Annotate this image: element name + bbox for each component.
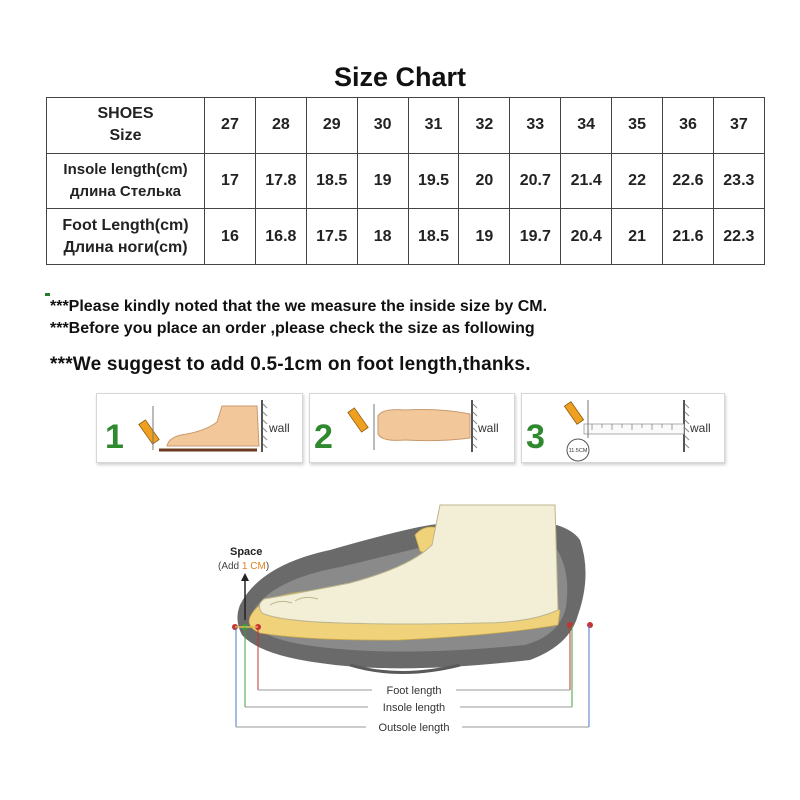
row-label-line-2: длина Стелька xyxy=(70,182,181,200)
note-marker-icon xyxy=(45,293,50,296)
size-cell: 35 xyxy=(612,98,663,154)
header-line-2: Size xyxy=(109,127,142,145)
note-measure-inside: ***Please kindly noted that the we measure the inside size by CM. xyxy=(50,298,548,315)
ruler-badge: 11.5CM xyxy=(568,448,588,454)
row-label-line-1: Insole length(cm) xyxy=(63,160,188,178)
insole-length-label: Insole length xyxy=(382,702,446,714)
step-number: 1 xyxy=(105,418,124,456)
value-cell: 17.8 xyxy=(255,153,306,209)
step-number: 2 xyxy=(314,418,333,456)
value-cell: 20 xyxy=(459,153,510,209)
value-cell: 22 xyxy=(612,153,663,209)
note-suggest-add: ***We suggest to add 0.5-1cm on foot length,thanks. xyxy=(50,354,531,375)
value-cell: 21.6 xyxy=(663,209,714,265)
wall-label: wall xyxy=(269,421,290,435)
size-chart-title: Size Chart xyxy=(333,62,467,92)
value-cell: 18 xyxy=(357,209,408,265)
add-suffix: ) xyxy=(265,561,270,572)
size-cell: 36 xyxy=(663,98,714,154)
value-cell: 21.4 xyxy=(561,153,612,209)
add-note xyxy=(218,561,269,572)
value-cell: 19.7 xyxy=(510,209,561,265)
space-label: Space xyxy=(230,546,263,558)
size-cell: 27 xyxy=(205,98,256,154)
value-cell: 19 xyxy=(459,209,510,265)
header-line-1: SHOES xyxy=(97,105,154,123)
value-cell: 19 xyxy=(357,153,408,209)
value-cell: 18.5 xyxy=(408,209,459,265)
value-cell: 17 xyxy=(205,153,256,209)
value-cell: 19.5 xyxy=(408,153,459,209)
size-cell: 30 xyxy=(357,98,408,154)
shoe-measure-diagram xyxy=(200,495,610,745)
size-cell: 37 xyxy=(713,98,764,154)
value-cell: 23.3 xyxy=(713,153,764,209)
size-cell: 32 xyxy=(459,98,510,154)
value-cell: 22.3 xyxy=(713,209,764,265)
table-row-foot-length xyxy=(47,209,765,265)
step-number: 3 xyxy=(526,418,545,456)
table-row-insole-length xyxy=(47,153,765,209)
step-1-illustration xyxy=(97,394,302,462)
header-cell xyxy=(47,98,205,154)
row-label-line-2: Длина ноги(cm) xyxy=(63,238,188,256)
value-cell: 21 xyxy=(612,209,663,265)
size-cell: 28 xyxy=(255,98,306,154)
row-label-line-1: Foot Length(cm) xyxy=(62,216,189,234)
step-1-panel xyxy=(96,393,303,463)
value-cell: 20.4 xyxy=(561,209,612,265)
size-cell: 33 xyxy=(510,98,561,154)
value-cell: 16.8 xyxy=(255,209,306,265)
add-value: 1 CM xyxy=(241,561,266,572)
step-2-illustration xyxy=(310,394,514,462)
row-label-cell xyxy=(47,209,205,265)
size-table xyxy=(46,97,765,265)
step-2-panel xyxy=(309,393,515,463)
foot-length-label: Foot length xyxy=(386,685,442,697)
step-3-illustration xyxy=(522,394,724,462)
outsole-length-label: Outsole length xyxy=(378,722,450,734)
note-check-size: ***Before you place an order ,please check the size as following xyxy=(50,320,535,337)
wall-label: wall xyxy=(478,421,499,435)
table-row-shoe-size xyxy=(47,98,765,154)
value-cell: 18.5 xyxy=(306,153,357,209)
size-cell: 31 xyxy=(408,98,459,154)
add-prefix: (Add xyxy=(218,561,242,572)
value-cell: 16 xyxy=(205,209,256,265)
value-cell: 20.7 xyxy=(510,153,561,209)
row-label-cell xyxy=(47,153,205,209)
step-3-panel xyxy=(521,393,725,463)
size-cell: 29 xyxy=(306,98,357,154)
value-cell: 17.5 xyxy=(306,209,357,265)
wall-label: wall xyxy=(690,421,711,435)
size-cell: 34 xyxy=(561,98,612,154)
value-cell: 22.6 xyxy=(663,153,714,209)
